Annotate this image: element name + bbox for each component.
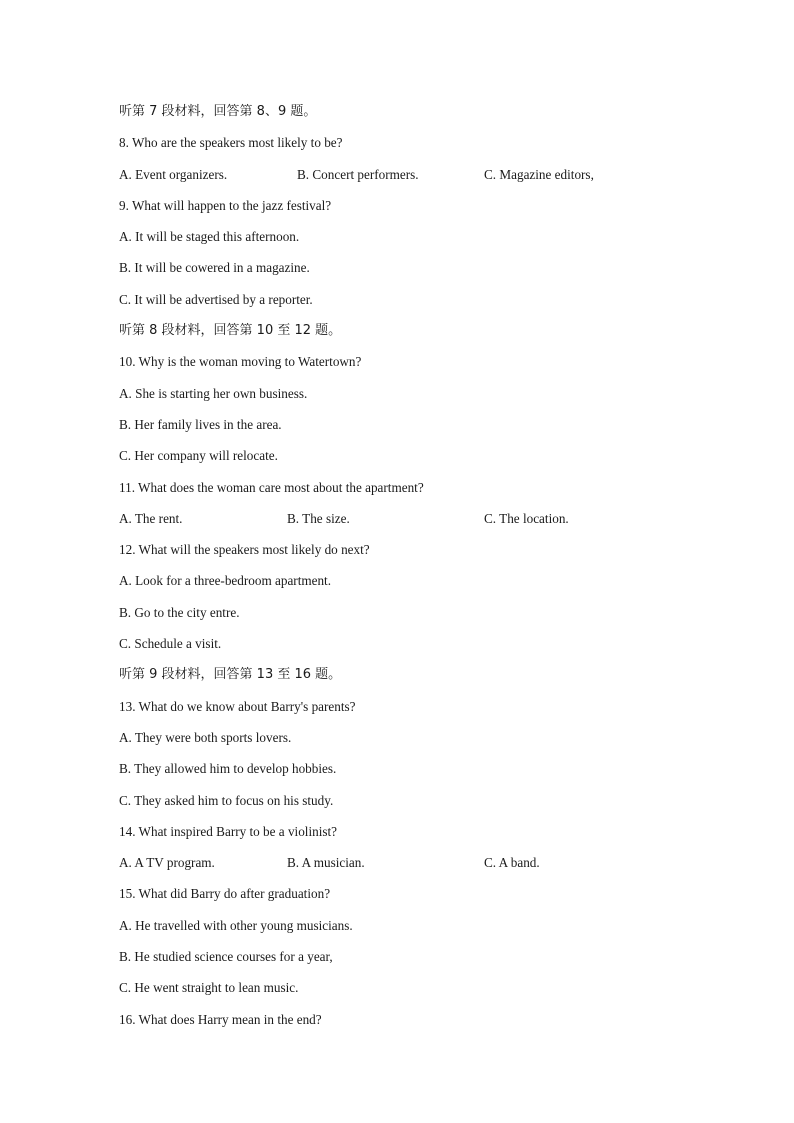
question-13: 13. What do we know about Barry's parents? (119, 698, 356, 714)
option-11b: B. The size. (287, 510, 350, 526)
question-14: 14. What inspired Barry to be a violinist? (119, 823, 338, 839)
option-10c: C. Her company will relocate. (119, 448, 278, 464)
option-12a: A. Look for a three-bedroom apartment. (119, 573, 332, 589)
question-16: 16. What does Harry mean in the end? (119, 1011, 322, 1027)
section-heading-9: 听第 9 段材料，回答第 13 至 16 题。 (119, 667, 342, 683)
option-13b: B. They allowed him to develop hobbies. (119, 761, 337, 777)
option-12c: C. Schedule a visit. (119, 636, 222, 652)
option-13a: A. They were both sports lovers. (119, 729, 292, 745)
section-heading-7: 听第 7 段材料，回答第 8、9 题。 (119, 104, 317, 119)
question-12: 12. What will the speakers most likely do next? (119, 542, 370, 558)
option-9c: C. It will be advertised by a reporter. (119, 291, 313, 307)
question-10: 10. Why is the woman moving to Watertown? (119, 354, 362, 370)
option-8c: C. Magazine editors, (484, 166, 594, 182)
question-8-options (119, 165, 719, 196)
option-10b: B. Her family lives in the area. (119, 416, 282, 432)
question-11: 11. What does the woman care most about the apartment? (119, 479, 424, 495)
option-15c: C. He went straight to lean music. (119, 980, 299, 996)
option-14c: C. A band. (484, 855, 540, 871)
option-14a: A. A TV program. (119, 855, 215, 871)
option-13c: C. They asked him to focus on his study. (119, 792, 334, 808)
option-11a: A. The rent. (119, 510, 183, 526)
option-15a: A. He travelled with other young musicians. (119, 917, 353, 933)
question-9: 9. What will happen to the jazz festival? (119, 197, 332, 213)
option-14b: B. A musician. (287, 855, 365, 871)
option-10a: A. She is starting her own business. (119, 385, 308, 401)
question-15: 15. What did Barry do after graduation? (119, 886, 331, 902)
option-8b: B. Concert performers. (297, 166, 419, 182)
option-8a: A. Event organizers. (119, 166, 228, 182)
option-15b: B. He studied science courses for a year, (119, 949, 333, 965)
section-heading-8: 听第 8 段材料，回答第 10 至 12 题。 (119, 323, 342, 339)
option-11c: C. The location. (484, 510, 569, 526)
question-14-options (119, 853, 719, 884)
option-9a: A. It will be staged this afternoon. (119, 229, 300, 245)
option-12b: B. Go to the city entre. (119, 604, 240, 620)
option-9b: B. It will be cowered in a magazine. (119, 260, 310, 276)
question-11-options (119, 509, 719, 540)
question-list (119, 102, 719, 1041)
question-8: 8. Who are the speakers most likely to be? (119, 135, 343, 151)
